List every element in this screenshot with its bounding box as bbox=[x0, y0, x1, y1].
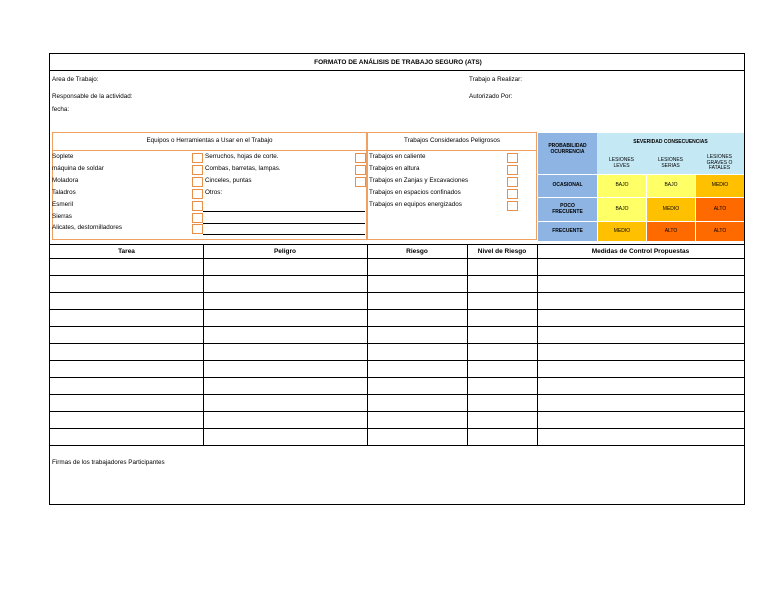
risk-cell-bajo: BAJO bbox=[647, 175, 695, 197]
table-cell[interactable] bbox=[468, 429, 536, 444]
peligroso-item: Trabajos en altura bbox=[369, 165, 420, 172]
otros-line[interactable] bbox=[203, 223, 365, 224]
prob-row-poco-frecuente: POCO FRECUENTE bbox=[538, 198, 597, 221]
table-cell[interactable] bbox=[368, 327, 466, 342]
table-cell[interactable] bbox=[51, 378, 202, 393]
table-cell[interactable] bbox=[368, 395, 466, 410]
table-cell[interactable] bbox=[368, 412, 466, 427]
col-header-nivel: Nivel de Riesgo bbox=[477, 248, 527, 255]
table-cell[interactable] bbox=[538, 429, 743, 444]
sev-header: SEVERIDAD CONSECUENCIAS bbox=[597, 133, 744, 153]
peligroso-checkbox[interactable] bbox=[507, 165, 518, 175]
table-cell[interactable] bbox=[538, 259, 743, 274]
equipo-checkbox[interactable] bbox=[355, 165, 366, 175]
table-cell[interactable] bbox=[468, 259, 536, 274]
table-cell[interactable] bbox=[468, 293, 536, 308]
trabajo-field[interactable]: Trabajo a Realizar: bbox=[469, 76, 522, 83]
firmas-label: Firmas de los trabajadores Participantes bbox=[52, 459, 165, 466]
table-cell[interactable] bbox=[368, 293, 466, 308]
risk-cell-alto: ALTO bbox=[696, 198, 744, 221]
equipo-item: Serruchos, hojas de corte. bbox=[205, 153, 279, 160]
equipo-checkbox[interactable] bbox=[192, 177, 203, 187]
table-cell[interactable] bbox=[51, 429, 202, 444]
table-cell[interactable] bbox=[468, 344, 536, 359]
equipo-item: Cinceles, puntas bbox=[205, 177, 252, 184]
peligroso-checkbox[interactable] bbox=[507, 153, 518, 163]
table-cell[interactable] bbox=[204, 361, 366, 376]
table-cell[interactable] bbox=[538, 293, 743, 308]
table-cell[interactable] bbox=[51, 293, 202, 308]
table-cell[interactable] bbox=[368, 259, 466, 274]
table-cell[interactable] bbox=[468, 310, 536, 325]
risk-cell-medio: MEDIO bbox=[696, 175, 744, 197]
table-cell[interactable] bbox=[468, 378, 536, 393]
table-cell[interactable] bbox=[368, 276, 466, 291]
peligroso-checkbox[interactable] bbox=[507, 189, 518, 199]
risk-cell-alto: ALTO bbox=[696, 222, 744, 241]
table-cell[interactable] bbox=[51, 412, 202, 427]
responsable-field[interactable]: Responsable de la actividad: bbox=[52, 93, 133, 100]
table-cell[interactable] bbox=[538, 327, 743, 342]
autorizado-field[interactable]: Autorizado Por: bbox=[469, 93, 513, 100]
table-cell[interactable] bbox=[368, 344, 466, 359]
title-divider bbox=[50, 70, 744, 71]
prob-header: PROBABILIDAD OCURRENCIA bbox=[538, 133, 597, 166]
table-cell[interactable] bbox=[51, 361, 202, 376]
peligroso-item: Trabajos en equipos energizados bbox=[369, 201, 462, 208]
col-header-medidas: Medidas de Control Propuestas bbox=[591, 248, 690, 255]
prob-row-ocasional: OCASIONAL bbox=[538, 175, 597, 197]
table-cell[interactable] bbox=[51, 310, 202, 325]
table-cell[interactable] bbox=[51, 327, 202, 342]
equipo-item: Sierras bbox=[52, 213, 72, 220]
ats-form bbox=[49, 53, 745, 505]
equipo-item: Taladros bbox=[52, 189, 76, 196]
table-cell[interactable] bbox=[468, 276, 536, 291]
prob-header-fill bbox=[538, 166, 597, 174]
firmas-divider bbox=[50, 445, 744, 446]
sev-col-graves: LESIONES GRAVES O FATALES bbox=[695, 153, 744, 174]
sev-col-leves: LESIONES LEVES bbox=[597, 153, 646, 174]
peligroso-item: Trabajos en Zanjas y Excavaciones bbox=[369, 177, 469, 184]
table-cell[interactable] bbox=[51, 395, 202, 410]
table-cell[interactable] bbox=[51, 259, 202, 274]
equipo-item: Soplete bbox=[52, 153, 74, 160]
col-header-tarea: Tarea bbox=[118, 248, 135, 255]
table-cell[interactable] bbox=[468, 361, 536, 376]
table-cell[interactable] bbox=[368, 378, 466, 393]
risk-cell-medio: MEDIO bbox=[598, 222, 646, 241]
peligroso-item: Trabajos en espacios confinados bbox=[369, 189, 461, 196]
table-cell[interactable] bbox=[538, 412, 743, 427]
table-cell[interactable] bbox=[538, 361, 743, 376]
risk-cell-bajo: BAJO bbox=[598, 198, 646, 221]
equipo-item: Otros: bbox=[205, 189, 223, 196]
table-cell[interactable] bbox=[468, 395, 536, 410]
equipo-checkbox[interactable] bbox=[192, 189, 203, 199]
table-cell[interactable] bbox=[204, 310, 366, 325]
area-field[interactable]: Area de Trabajo: bbox=[52, 76, 99, 83]
equipo-item: máquina de soldar bbox=[52, 165, 104, 172]
table-cell[interactable] bbox=[368, 361, 466, 376]
table-cell[interactable] bbox=[538, 276, 743, 291]
table-cell[interactable] bbox=[204, 259, 366, 274]
table-cell[interactable] bbox=[538, 395, 743, 410]
table-cell[interactable] bbox=[51, 344, 202, 359]
table-cell[interactable] bbox=[204, 344, 366, 359]
table-cell[interactable] bbox=[468, 327, 536, 342]
table-cell[interactable] bbox=[538, 344, 743, 359]
peligroso-checkbox[interactable] bbox=[507, 201, 518, 211]
equipo-item: Esmeril bbox=[52, 201, 73, 208]
table-cell[interactable] bbox=[368, 429, 466, 444]
table-cell[interactable] bbox=[204, 327, 366, 342]
col-header-peligro: Peligro bbox=[273, 248, 297, 255]
form-title: FORMATO DE ANÁLISIS DE TRABAJO SEGURO (ATS) bbox=[314, 59, 482, 66]
equipo-checkbox[interactable] bbox=[355, 153, 366, 163]
table-cell[interactable] bbox=[204, 412, 366, 427]
sev-col-serias: LESIONES SERIAS bbox=[646, 153, 695, 174]
equipo-item: Moladora bbox=[52, 177, 79, 184]
equipo-checkbox[interactable] bbox=[192, 201, 203, 211]
table-cell[interactable] bbox=[51, 276, 202, 291]
table-cell[interactable] bbox=[468, 412, 536, 427]
table-cell[interactable] bbox=[204, 378, 366, 393]
prob-row-frecuente: FRECUENTE bbox=[538, 222, 597, 241]
peligrosos-header: Trabajos Considerados Peligrosos bbox=[403, 137, 501, 144]
equipo-checkbox[interactable] bbox=[192, 165, 203, 175]
risk-cell-bajo: BAJO bbox=[598, 175, 646, 197]
col-header-riesgo: Riesgo bbox=[406, 248, 428, 255]
risk-cell-medio: MEDIO bbox=[647, 198, 695, 221]
equipo-checkbox[interactable] bbox=[192, 213, 203, 223]
equipos-header: Equipos o Herramientas a Usar en el Trabajo bbox=[146, 137, 273, 144]
table-cell[interactable] bbox=[204, 293, 366, 308]
peligroso-checkbox[interactable] bbox=[507, 177, 518, 187]
equipo-checkbox[interactable] bbox=[192, 224, 203, 234]
fecha-field[interactable]: fecha: bbox=[52, 106, 70, 113]
section-divider bbox=[50, 244, 744, 245]
table-cell[interactable] bbox=[204, 395, 366, 410]
risk-cell-alto: ALTO bbox=[647, 222, 695, 241]
otros-line[interactable] bbox=[203, 234, 365, 235]
equipo-checkbox[interactable] bbox=[192, 153, 203, 163]
table-cell[interactable] bbox=[538, 310, 743, 325]
equipo-item: Combas, barretas, lampas. bbox=[205, 165, 281, 172]
otros-line[interactable] bbox=[203, 211, 365, 212]
table-cell[interactable] bbox=[204, 276, 366, 291]
table-cell[interactable] bbox=[368, 310, 466, 325]
equipo-checkbox[interactable] bbox=[355, 177, 366, 187]
equipo-item: Alicates, destornilladores bbox=[52, 224, 123, 231]
peligroso-item: Trabajos en caliente bbox=[369, 153, 426, 160]
table-cell[interactable] bbox=[204, 429, 366, 444]
table-cell[interactable] bbox=[538, 378, 743, 393]
